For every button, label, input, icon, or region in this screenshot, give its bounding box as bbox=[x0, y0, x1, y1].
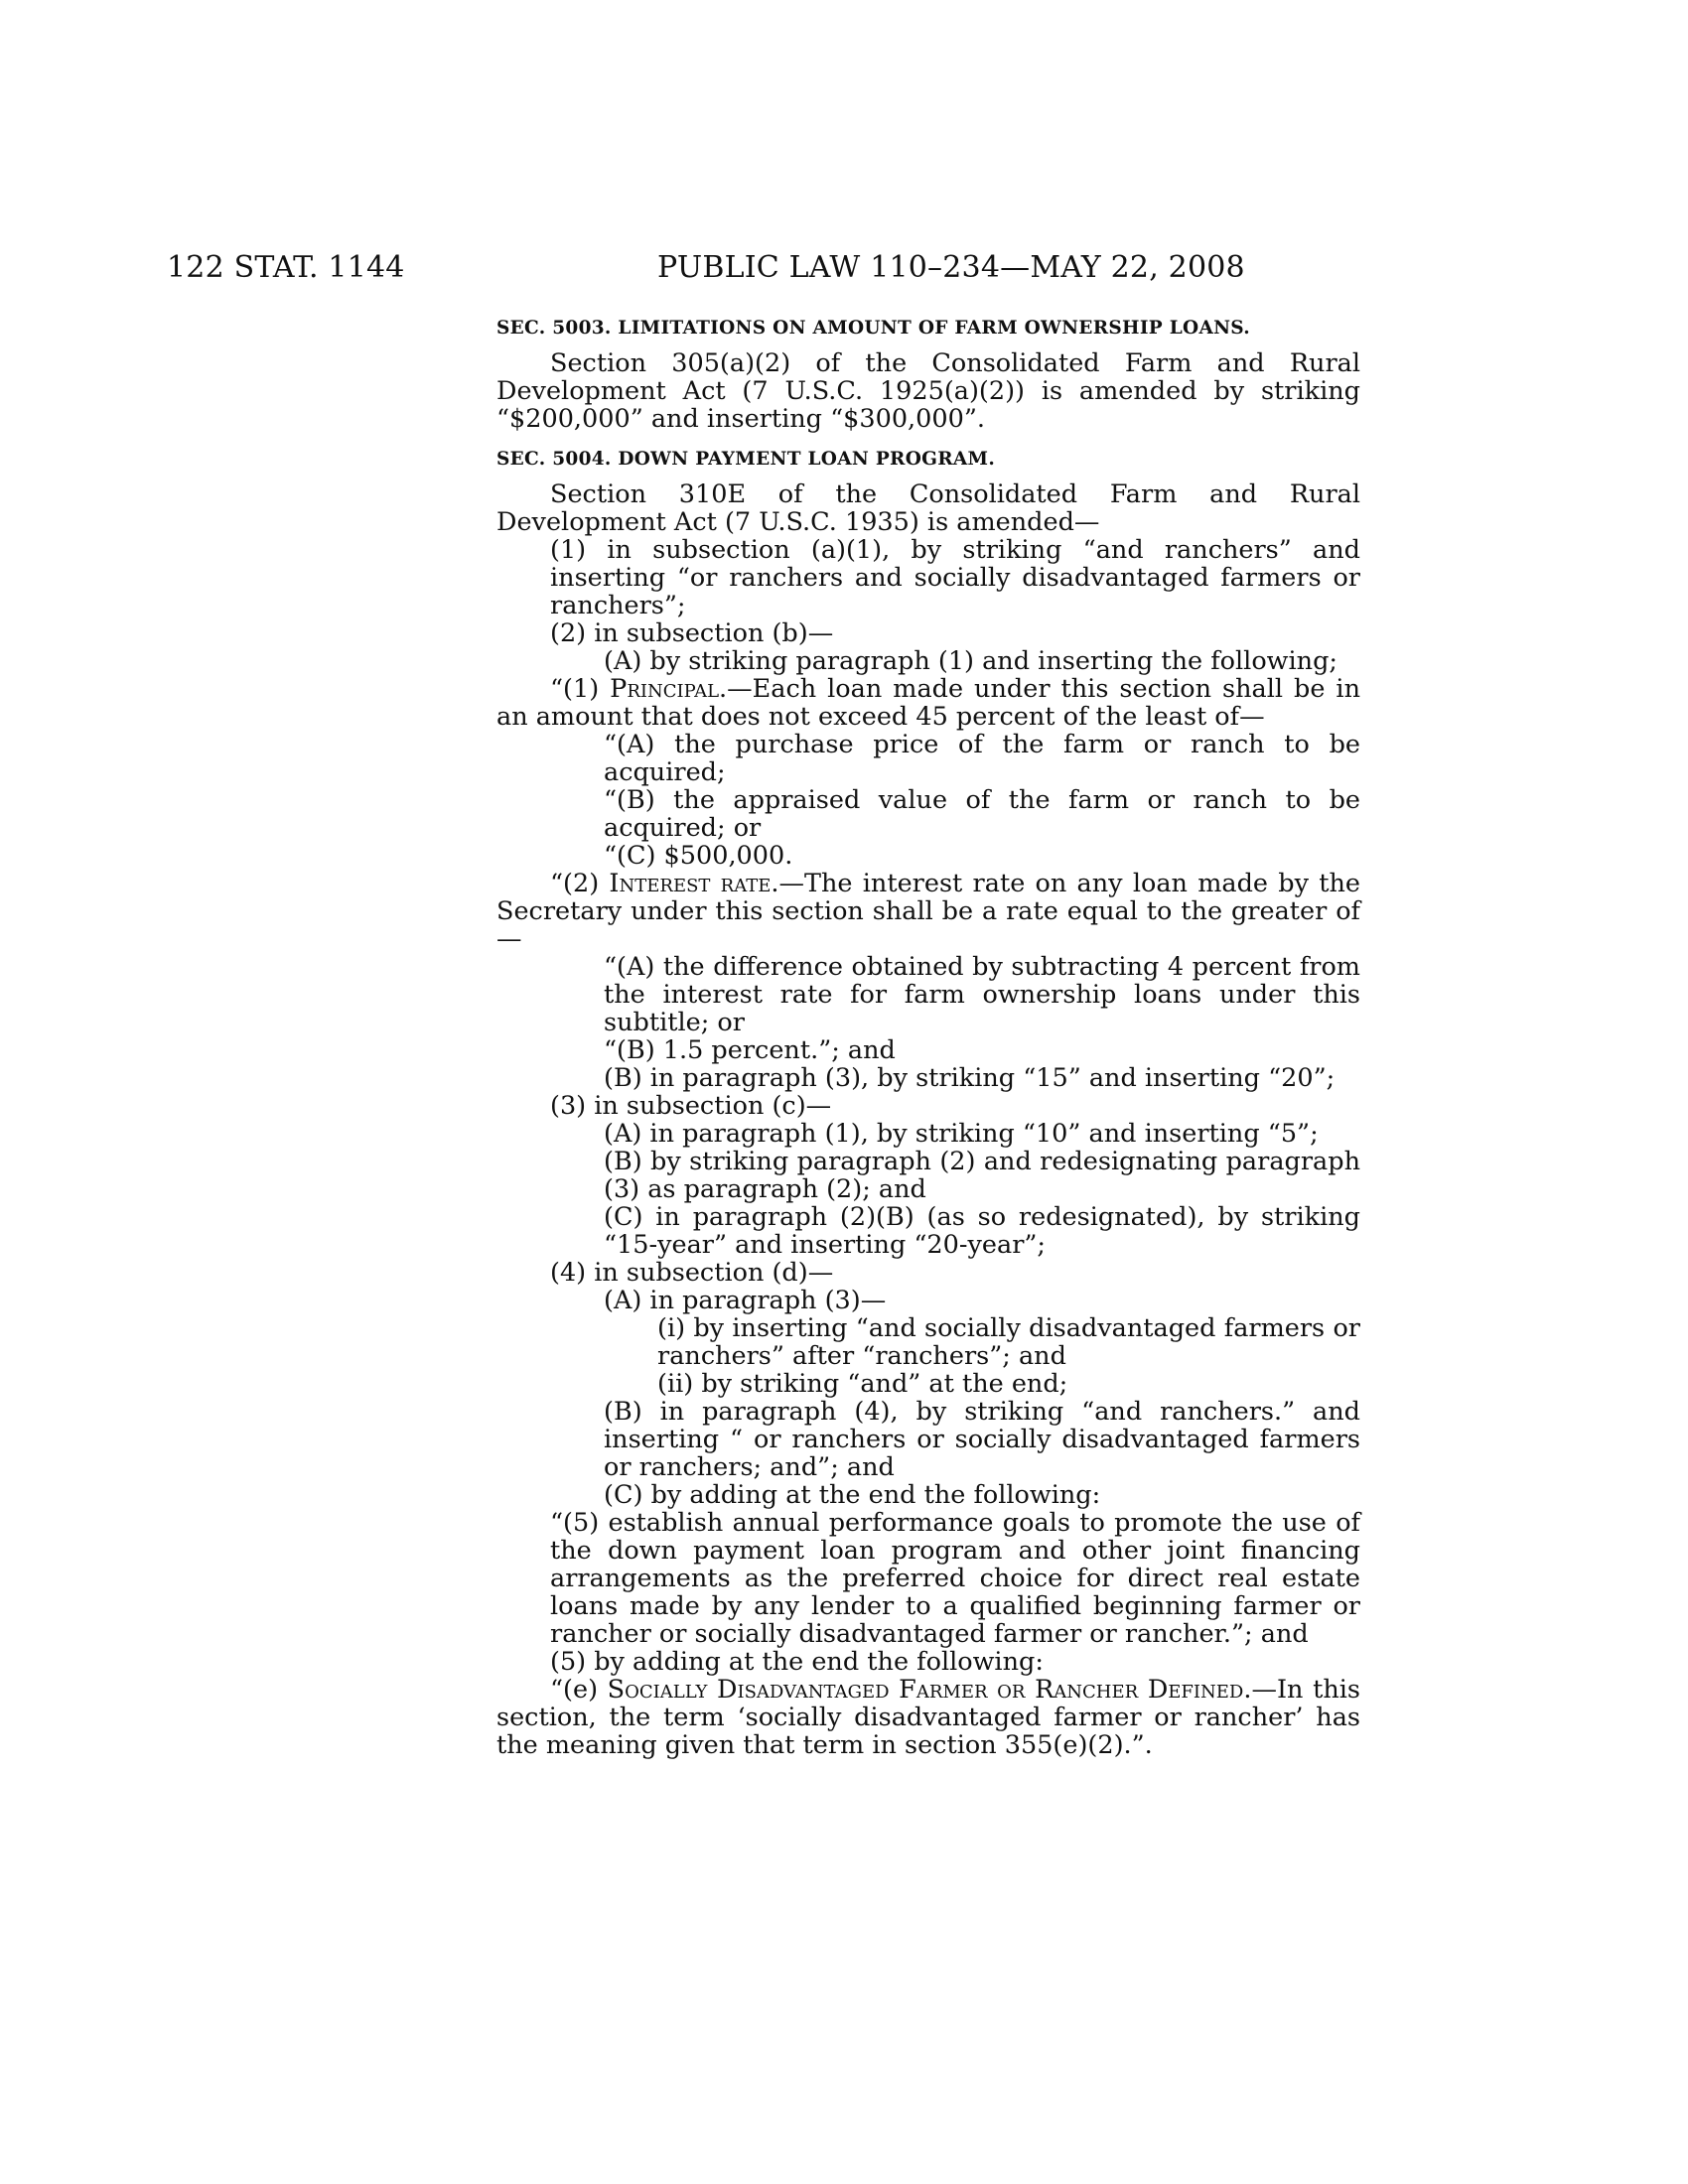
amendment-item: (ii) by striking “and” at the end; bbox=[657, 1369, 1068, 1399]
amendment-item: “(2) Interest rate.—The interest rate on any loan made by the Secretary under this section shall be a rate equal to the greater of— bbox=[496, 869, 1361, 954]
amendment-item: “(A) the purchase price of the farm or ranch to be acquired; bbox=[604, 730, 1360, 787]
page-header bbox=[0, 250, 1688, 290]
section-5004-heading: SEC. 5004. DOWN PAYMENT LOAN PROGRAM. bbox=[496, 449, 996, 470]
amendment-list bbox=[496, 536, 1360, 1759]
section-5003-paragraph: Section 305(a)(2) of the Consolidated Farm and Rural Development Act (7 U.S.C. 1925(a)(2)) is amended by striking “$200,000” and inserting “$300,000”. bbox=[496, 348, 1360, 434]
amendment-item: “(1) Principal.—Each loan made under this section shall be in an amount that does not exceed 45 percent of the least of— bbox=[496, 674, 1361, 732]
amendment-item: (4) in subsection (d)— bbox=[550, 1258, 834, 1288]
amendment-item: (B) in paragraph (3), by striking “15” and inserting “20”; bbox=[604, 1063, 1336, 1093]
amendment-item: “(C) $500,000. bbox=[604, 841, 793, 871]
amendment-item: (B) by striking paragraph (2) and redesignating paragraph (3) as paragraph (2); and bbox=[604, 1147, 1360, 1204]
stat-reference: 122 STAT. 1144 bbox=[167, 250, 405, 285]
defined-term: Principal bbox=[610, 674, 720, 704]
amendment-item: “(A) the difference obtained by subtracting 4 percent from the interest rate for farm ownership loans under this subtitle; or bbox=[604, 952, 1360, 1037]
law-title: PUBLIC LAW 110–234—MAY 22, 2008 bbox=[657, 250, 1245, 285]
amendment-item: (A) in paragraph (3)— bbox=[604, 1286, 887, 1315]
section-5003-heading: SEC. 5003. LIMITATIONS ON AMOUNT OF FARM OWNERSHIP LOANS. bbox=[496, 318, 1251, 339]
amendment-item: “(B) the appraised value of the farm or ranch to be acquired; or bbox=[604, 785, 1360, 843]
amendment-item: “(e) Socially Disadvantaged Farmer or Rancher Defined.—In this section, the term ‘socially disadvantaged farmer or rancher’ has the meaning given that term in section 355(e)(2).”. bbox=[496, 1675, 1360, 1760]
amendment-item: (A) by striking paragraph (1) and inserting the following; bbox=[604, 646, 1338, 676]
defined-term: Interest rate bbox=[609, 869, 772, 898]
amendment-item: (5) by adding at the end the following: bbox=[550, 1647, 1044, 1677]
amendment-item: (2) in subsection (b)— bbox=[550, 618, 834, 648]
amendment-item: (C) by adding at the end the following: bbox=[604, 1480, 1101, 1510]
amendment-item: (1) in subsection (a)(1), by striking “and ranchers” and inserting “or ranchers and socially disadvantaged farmers or ranchers”; bbox=[550, 535, 1360, 620]
amendment-item: (3) in subsection (c)— bbox=[550, 1091, 832, 1121]
document-body bbox=[496, 316, 1360, 1759]
defined-term: Socially Disadvantaged Farmer or Rancher Defined bbox=[607, 1675, 1244, 1705]
amendment-item: “(B) 1.5 percent.”; and bbox=[604, 1035, 896, 1065]
amendment-item: (i) by inserting “and socially disadvantaged farmers or ranchers” after “ranchers”; and bbox=[657, 1313, 1360, 1371]
amendment-item: (A) in paragraph (1), by striking “10” and inserting “5”; bbox=[604, 1119, 1319, 1149]
amendment-item: “(5) establish annual performance goals to promote the use of the down payment loan program and other joint financing arrangements as the preferred choice for direct real estate loans made by any lender to a qualified beginning farmer or rancher or socially disadvantaged farmer or rancher.”; and bbox=[550, 1508, 1360, 1649]
section-5004-intro: Section 310E of the Consolidated Farm and Rural Development Act (7 U.S.C. 1935) is amended— bbox=[496, 479, 1360, 537]
amendment-item: (C) in paragraph (2)(B) (as so redesignated), by striking “15-year” and inserting “20-year”; bbox=[604, 1202, 1360, 1260]
amendment-item: (B) in paragraph (4), by striking “and ranchers.” and inserting “ or ranchers or socially disadvantaged farmers or ranchers; and”; and bbox=[604, 1397, 1360, 1482]
